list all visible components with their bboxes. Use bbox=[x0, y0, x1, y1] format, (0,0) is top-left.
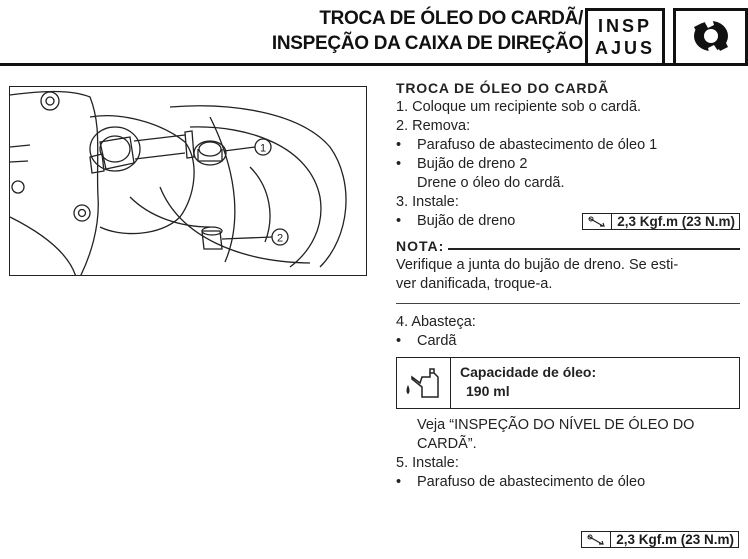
nota-rule bbox=[448, 248, 740, 250]
see-line-2: CARDÃ”. bbox=[417, 436, 477, 452]
nota-line-2: ver danificada, troque-a. bbox=[396, 276, 553, 292]
header-rule-right bbox=[578, 63, 748, 66]
torque-spec-box-2 bbox=[581, 531, 739, 548]
title-line-2: INSPEÇÃO DA CAIXA DE DIREÇÃO bbox=[271, 33, 583, 54]
procedure-text bbox=[396, 79, 740, 492]
tool-badge bbox=[673, 8, 748, 63]
step-1: 1. Coloque um recipiente sob o cardã. bbox=[396, 99, 642, 115]
fill-bolt-torque bbox=[581, 531, 739, 551]
capacity-label: Capacidade de óleo: bbox=[460, 364, 597, 380]
bullet-drain-plug bbox=[396, 155, 740, 174]
torque-wrench-icon bbox=[583, 214, 612, 229]
step-2: 2. Remova: bbox=[396, 118, 471, 134]
wrench-icon bbox=[688, 15, 734, 59]
drain-plug-torque-row bbox=[396, 212, 740, 231]
step-5: 5. Instale: bbox=[396, 455, 459, 471]
step-3: 3. Instale: bbox=[396, 194, 459, 210]
nota-divider bbox=[396, 303, 740, 304]
nota-line-1: Verifique a junta do bujão de dreno. Se esti- bbox=[396, 257, 679, 273]
oil-capacity-box bbox=[396, 357, 740, 409]
oil-capacity-text bbox=[451, 358, 596, 408]
torque-spec-value: 2,3 Kgf.m (23 N.m) bbox=[617, 214, 735, 229]
torque-spec-value-2: 2,3 Kgf.m (23 N.m) bbox=[616, 532, 734, 547]
bullet-fill-bolt-install-text: Parafuso de abastecimento de óleo bbox=[417, 474, 646, 490]
cardan-illustration bbox=[9, 86, 367, 276]
bullet-fill-bolt-install bbox=[396, 473, 740, 492]
page-title bbox=[272, 6, 583, 56]
bullet-drain-plug-text: Bujão de dreno 2 bbox=[417, 156, 528, 172]
callout-2-label: 2 bbox=[276, 232, 284, 245]
oil-can-icon bbox=[397, 358, 451, 408]
bullet-cardan bbox=[396, 332, 740, 351]
step-4: 4. Abasteça: bbox=[396, 314, 476, 330]
cardan-drawing bbox=[10, 87, 367, 276]
callout-1-label: 1 bbox=[259, 142, 267, 155]
section-badge bbox=[585, 8, 665, 63]
nota-header bbox=[396, 237, 740, 256]
torque-wrench-icon-2 bbox=[582, 532, 611, 547]
bullet-cardan-text: Cardã bbox=[417, 333, 457, 349]
see-line-1: Veja “INSPEÇÃO DO NÍVEL DE ÓLEO DO bbox=[417, 417, 695, 433]
bullet-fill-bolt bbox=[396, 136, 740, 155]
title-line-1: TROCA DE ÓLEO DO CARDÃ/ bbox=[319, 8, 583, 29]
bullet-drain-plug-install bbox=[396, 212, 515, 231]
badge-line-2: AJUS bbox=[594, 38, 655, 58]
capacity-value: 190 ml bbox=[466, 383, 510, 399]
section-title: TROCA DE ÓLEO DO CARDÃ bbox=[396, 80, 610, 96]
bullet-drain-plug-install-text: Bujão de dreno bbox=[417, 213, 516, 229]
badge-line-1: INSP bbox=[597, 16, 652, 36]
drain-note: Drene o óleo do cardã. bbox=[417, 175, 565, 191]
torque-spec-box bbox=[582, 213, 740, 230]
header-rule bbox=[0, 63, 578, 66]
nota-label: NOTA: bbox=[396, 238, 445, 254]
bullet-fill-bolt-text: Parafuso de abastecimento de óleo 1 bbox=[417, 137, 658, 153]
